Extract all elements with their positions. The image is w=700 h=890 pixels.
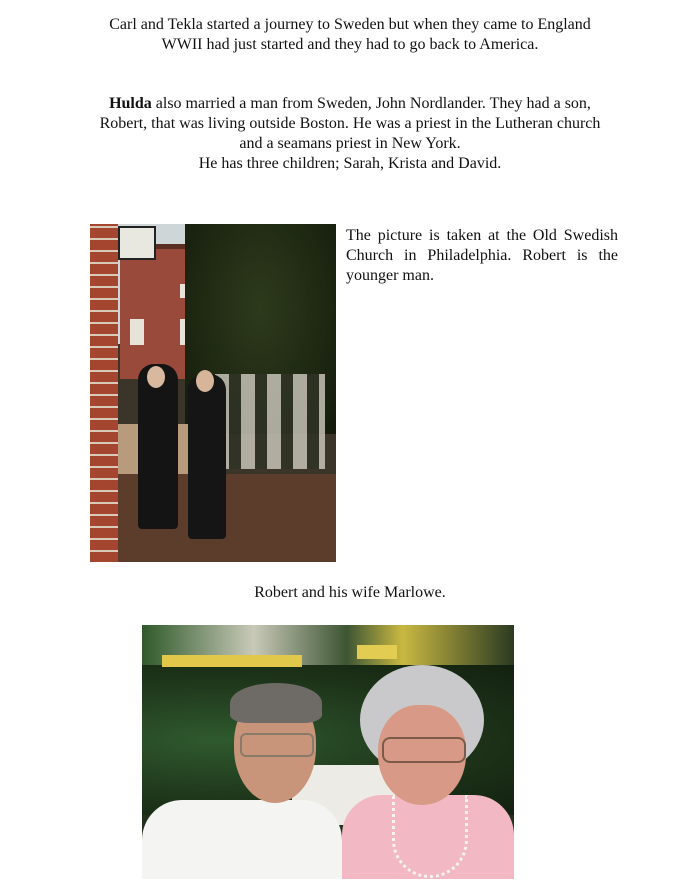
paragraph-journey-line1: Carl and Tekla started a journey to Sweden but when they came to England xyxy=(109,16,591,33)
paragraph-journey xyxy=(60,15,640,55)
photo-old-swedish-church xyxy=(90,224,336,562)
paragraph-hulda-line1 xyxy=(60,94,640,114)
paragraph-hulda-line2: Robert, that was living outside Boston. He was a priest in the Lutheran church xyxy=(99,115,601,132)
paragraph-hulda-line3: and a seamans priest in New York. xyxy=(239,135,461,152)
pearl-necklace xyxy=(392,795,468,878)
younger-man-robert xyxy=(188,374,226,539)
name-hulda: Hulda xyxy=(109,95,152,112)
brick-pillar xyxy=(90,224,118,562)
paragraph-hulda-line1-rest: also married a man from Sweden, John Nordlander. They had a son, xyxy=(151,95,591,112)
robert-glasses xyxy=(240,733,314,757)
robert-hair xyxy=(230,683,322,723)
photo-couple-caption: Robert and his wife Marlowe. xyxy=(254,584,446,601)
older-man xyxy=(138,364,178,529)
older-man-head xyxy=(147,366,165,388)
robert-shirt xyxy=(142,800,342,879)
younger-man-head xyxy=(196,370,214,392)
photo-church-caption: The picture is taken at the Old Swedish Church in Philadelphia. Robert is the younger man. xyxy=(346,227,618,284)
yellow-railing xyxy=(357,645,397,659)
yellow-railing xyxy=(162,655,302,667)
paragraph-journey-line2: WWII had just started and they had to go back to America. xyxy=(161,36,539,53)
lamp xyxy=(118,226,156,260)
photo-robert-and-marlowe xyxy=(142,625,514,879)
marlowe-glasses xyxy=(382,737,466,763)
gravestones xyxy=(215,374,325,469)
paragraph-hulda-line4: He has three children; Sarah, Krista and David. xyxy=(198,155,502,172)
church-window xyxy=(130,319,144,345)
paragraph-hulda xyxy=(60,94,640,174)
